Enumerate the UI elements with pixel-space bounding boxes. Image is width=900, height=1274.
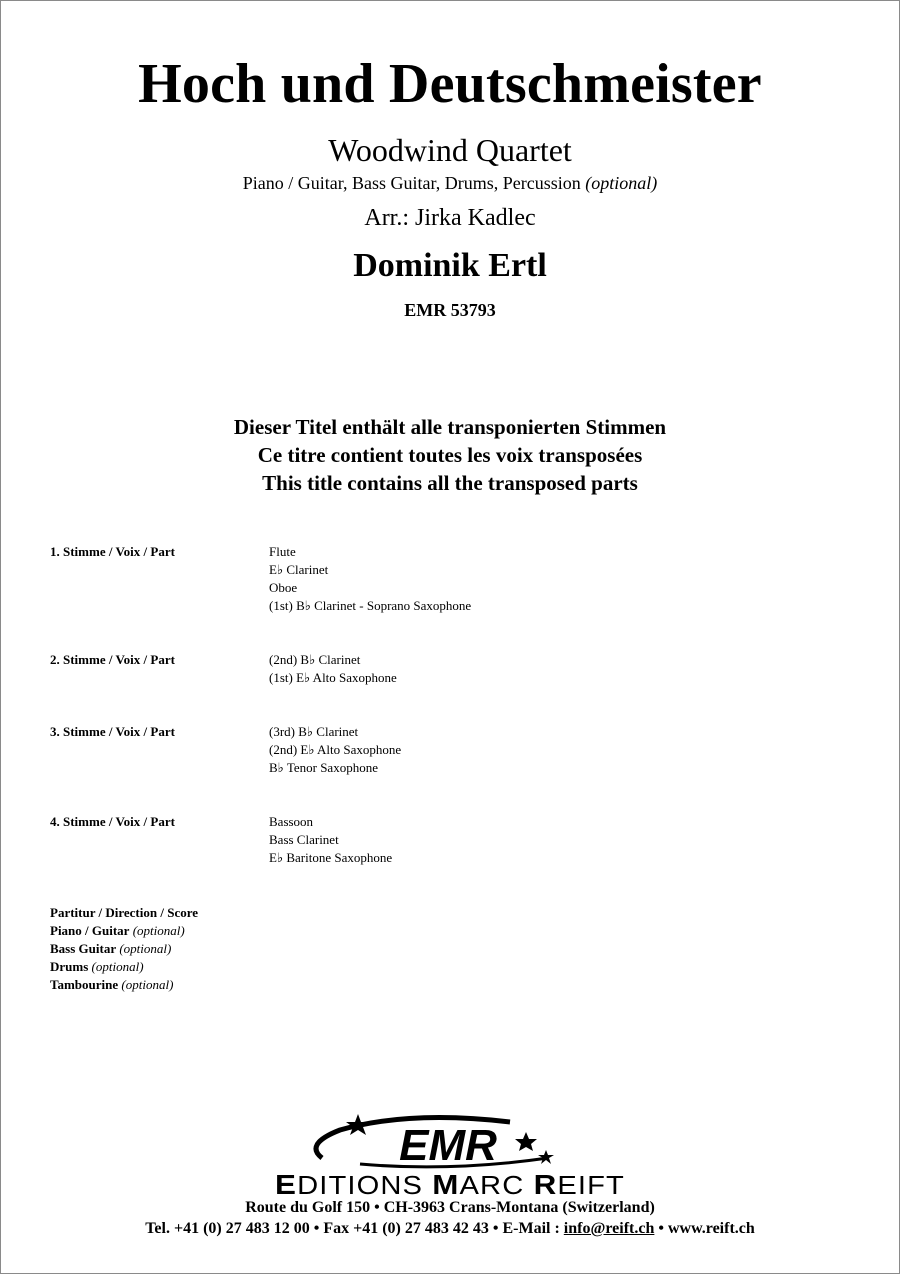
instrument: (1st) B♭ Clarinet - Soprano Saxophone [269, 598, 472, 613]
instrument: Bass Clarinet [269, 832, 339, 847]
score-item-note: (optional) [91, 959, 144, 974]
publisher-name-initial: R [533, 1169, 558, 1200]
part-label: 4. Stimme / Voix / Part [50, 814, 175, 829]
score-item-name: Piano / Guitar [50, 923, 130, 938]
score-item [50, 976, 198, 994]
score-item-note: (optional) [121, 977, 174, 992]
instrumentation-text: Piano / Guitar, Bass Guitar, Drums, Percussion [242, 173, 581, 193]
contact-prefix: Tel. +41 (0) 27 483 12 00 • Fax +41 (0) 27 483 42 43 • E-Mail : [145, 1220, 564, 1237]
transposed-parts-notice [0, 413, 900, 497]
logo-text: EMR [399, 1121, 497, 1170]
email-link[interactable]: info@reift.ch [563, 1220, 655, 1237]
instrument: Oboe [269, 580, 298, 595]
catalog-number: EMR 53793 [404, 300, 496, 320]
publisher-name-rest: DITIONS [297, 1170, 433, 1200]
instrument: (2nd) B♭ Clarinet [269, 652, 361, 667]
instrument: (1st) E♭ Alto Saxophone [269, 670, 397, 685]
part-label: 2. Stimme / Voix / Part [50, 652, 175, 667]
instrument: Flute [269, 544, 296, 559]
score-item-note: (optional) [119, 941, 172, 956]
notice-english: This title contains all the transposed parts [262, 471, 638, 495]
instrumentation-optional: (optional) [585, 173, 658, 193]
score-item-name: Bass Guitar [50, 941, 117, 956]
notice-german: Dieser Titel enthält alle transponierten Stimmen [233, 415, 667, 439]
publisher-name-initial: M [432, 1169, 460, 1200]
publisher-name-initial: E [275, 1169, 298, 1200]
score-item-name: Drums [50, 959, 89, 974]
notice-french: Ce titre contient toutes les voix transposées [257, 443, 643, 467]
score-item-name: Partitur / Direction / Score [50, 905, 199, 920]
part-instruments [269, 813, 392, 867]
score-item [50, 904, 198, 922]
score-item-name: Tambourine [50, 977, 119, 992]
star-icon [346, 1114, 370, 1135]
score-item [50, 922, 198, 940]
instrument: E♭ Clarinet [269, 562, 329, 577]
publisher-contact [0, 1219, 900, 1239]
part-label: 1. Stimme / Voix / Part [50, 544, 175, 559]
star-icon [515, 1132, 537, 1151]
contact-suffix: • www.reift.ch [654, 1220, 755, 1237]
emr-logo [300, 1108, 600, 1172]
instrument: B♭ Tenor Saxophone [269, 760, 378, 775]
part-instruments [269, 723, 401, 777]
instrument: (2nd) E♭ Alto Saxophone [269, 742, 402, 757]
publisher-name [0, 1170, 900, 1200]
star-icon [538, 1150, 554, 1164]
page-title: Hoch und Deutschmeister [138, 53, 762, 115]
part-label: 3. Stimme / Voix / Part [50, 724, 175, 739]
subtitle: Woodwind Quartet [328, 132, 572, 168]
publisher-address: Route du Golf 150 • CH-3963 Crans-Montana (Switzerland) [245, 1199, 655, 1216]
arranger: Arr.: Jirka Kadlec [364, 205, 536, 231]
score-item [50, 958, 198, 976]
instrument: E♭ Baritone Saxophone [269, 850, 393, 865]
part-instruments [269, 543, 471, 615]
score-list [50, 904, 198, 994]
score-item [50, 940, 198, 958]
score-item-note: (optional) [132, 923, 185, 938]
publisher-name-rest: EIFT [557, 1170, 625, 1200]
instrument: Bassoon [269, 814, 314, 829]
composer: Dominik Ertl [353, 247, 547, 284]
instrumentation-line [0, 172, 900, 194]
instrument: (3rd) B♭ Clarinet [269, 724, 359, 739]
part-instruments [269, 651, 397, 687]
publisher-name-rest: ARC [459, 1170, 534, 1200]
